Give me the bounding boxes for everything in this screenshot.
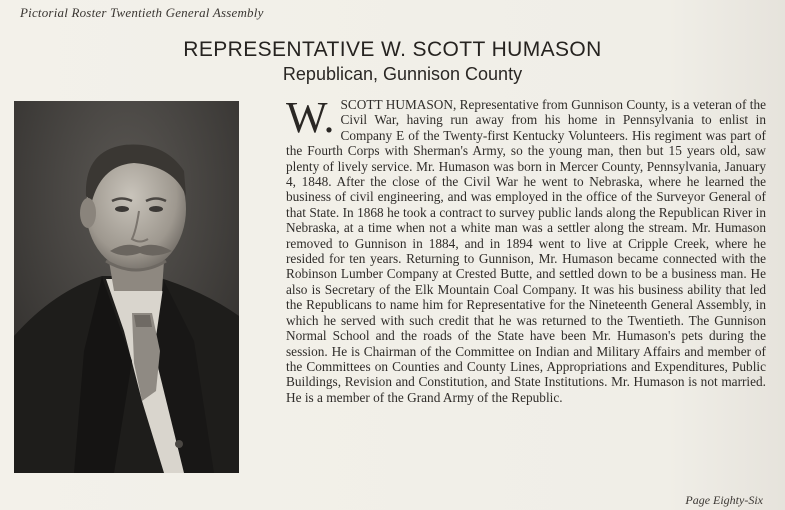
- portrait-illustration: [14, 101, 239, 473]
- running-head: Pictorial Roster Twentieth General Assembly: [20, 5, 264, 20]
- page-title: REPRESENTATIVE W. SCOTT HUMASON: [183, 38, 602, 61]
- biography-text: [286, 93, 766, 405]
- party-county-subtitle: Republican, Gunnison County: [282, 64, 523, 84]
- biography-body: SCOTT HUMASON, Representative from Gunnison County, is a veteran of the Civil War, having run away from his home in Pennsylvania to enlist in Company E of the Twenty-first Kentucky Volunteers. His regiment was part of the Fourth Corps with Sherman's Army, so the young man, then but 15 years old, saw plenty of lively service. Mr. Humason was born in Mercer County, Pennsylvania, January 4, 1848. After the close of the Civil War he went to Nebraska, where he learned the business of civil engineering, and was employed in the office of the Surveyor General of that State. In 1868 he took a contract to survey public lands along the Republican River in Nebraska, at a time when not a white man was a settler along the stream. Mr. Humason removed to Gunnison in 1884, and in 1894 went to live at Cripple Creek, where he resided for ten years. Returning to Gunnison, Mr. Humason became connected with the Robinson Lumber Company at Crested Butte, and settled down to be a business man. He also is Secretary of the Elk Mountain Coal Company. It was his business ability that led the Republicans to name him for Representative for the Nineteenth General Assembly, in which he served with such credit that he was returned to the Twentieth. The Gunnison Normal School and the roads of the State have been Mr. Humason's pets during the session. He is Chairman of the Committee on Indian and Military Affairs and member of the Committees on Counties and County Lines, Appropriations and Expenditures, Public Buildings, Revision and Constitution, and State Institutions. Mr. Humason is not married. He is a member of the Grand Army of the Republic.: [286, 97, 766, 405]
- page-number: Page Eighty-Six: [685, 493, 763, 507]
- drop-cap: W.: [286, 93, 335, 142]
- portrait-photo: [14, 101, 239, 473]
